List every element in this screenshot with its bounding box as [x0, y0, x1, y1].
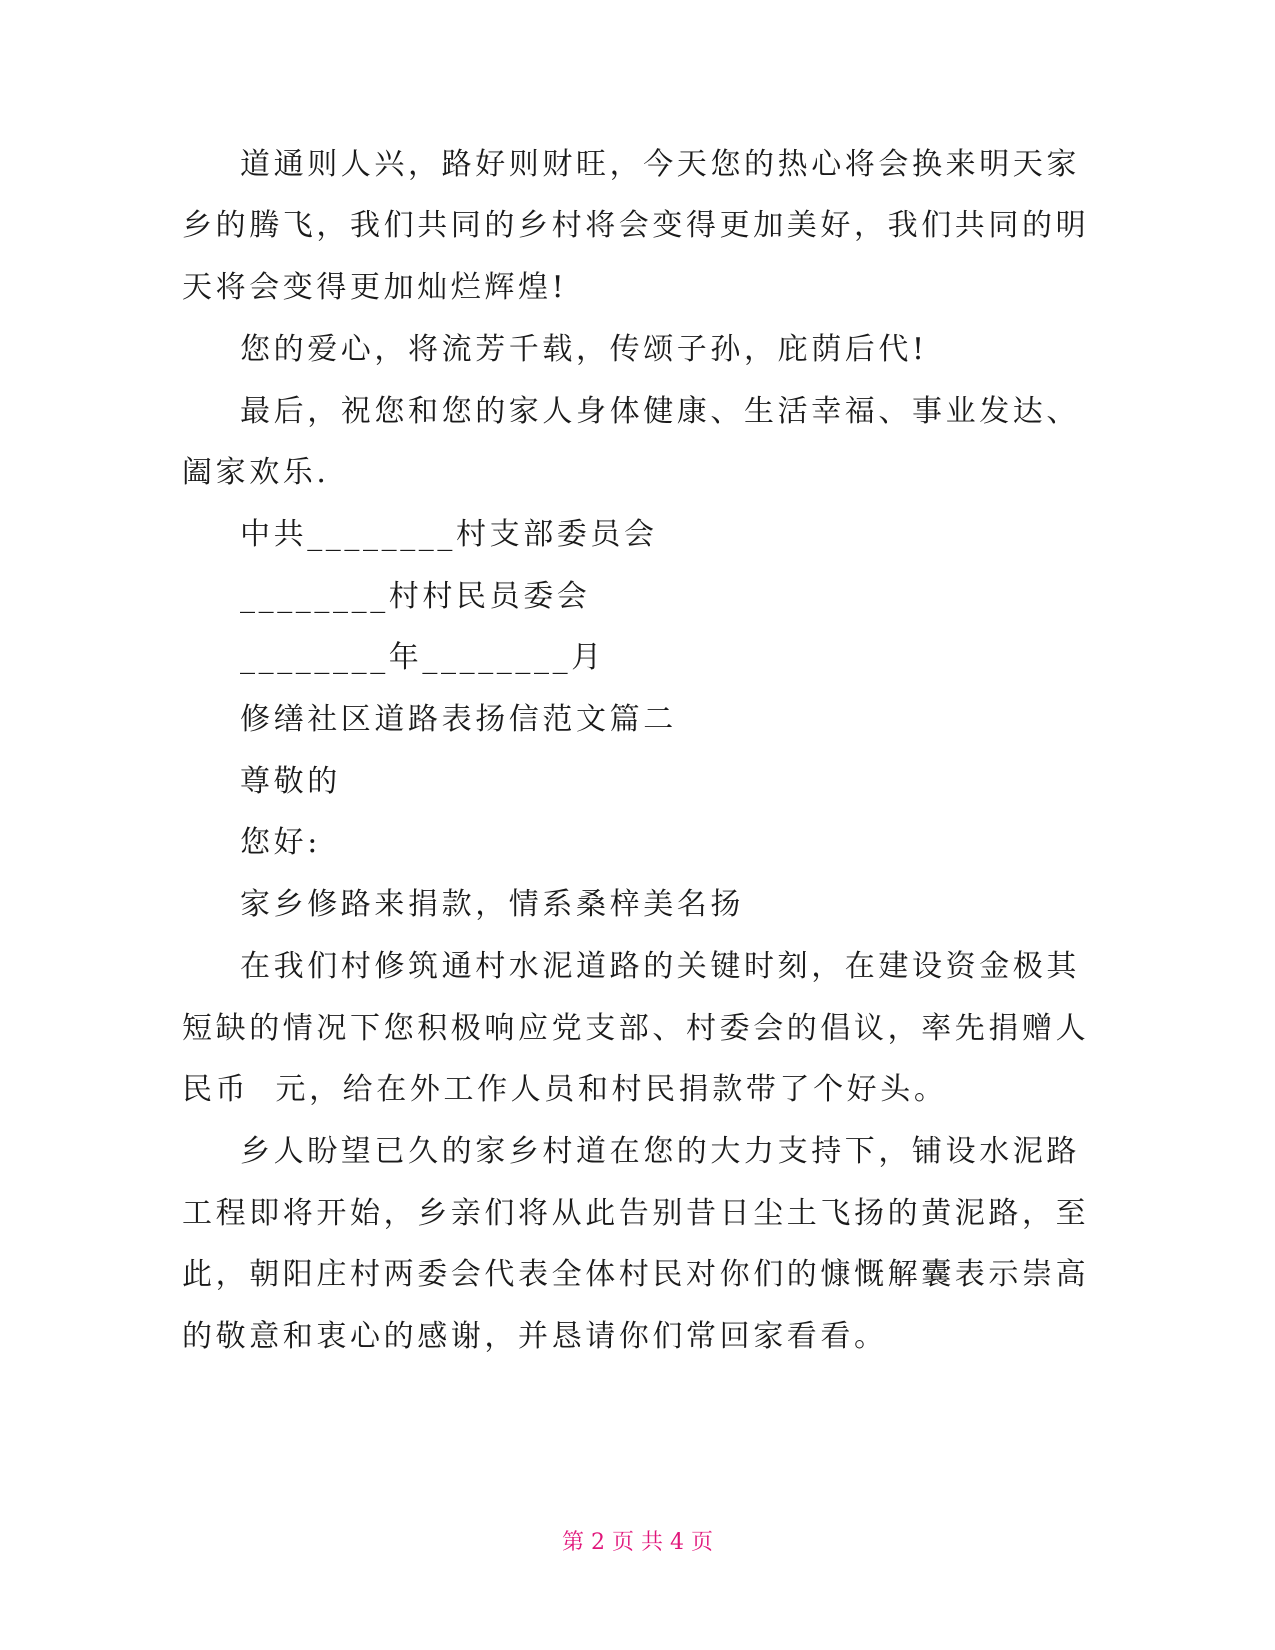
- salutation: 尊敬的: [240, 764, 341, 799]
- text-line: 最后，祝您和您的家人身体健康、生活幸福、事业发达、: [240, 394, 1080, 429]
- text-line: 阖家欢乐.: [182, 455, 330, 490]
- text-line: 工程即将开始，乡亲们将从此告别昔日尘土飞扬的黄泥路，至: [182, 1196, 1090, 1231]
- text-line: 您的爱心，将流芳千载，传颂子孙，庇荫后代!: [240, 332, 928, 367]
- text-line: 乡的腾飞，我们共同的乡村将会变得更加美好，我们共同的明: [182, 208, 1090, 243]
- page-number-footer: 第 2 页 共 4 页: [562, 1530, 713, 1555]
- text-line: 天将会变得更加灿烂辉煌!: [182, 270, 568, 305]
- text-line: 民币 元，给在外工作人员和村民捐款带了个好头。: [182, 1072, 948, 1107]
- signature-line-villagers-committee: ________村村民员委会: [240, 579, 591, 614]
- signature-line-party-committee: 中共________村支部委员会: [240, 517, 658, 552]
- section-heading: 修缮社区道路表扬信范文篇二: [240, 702, 677, 737]
- text-line: 道通则人兴，路好则财旺，今天您的热心将会换来明天家: [240, 147, 1080, 182]
- signature-date-line: ________年________月: [240, 640, 605, 675]
- text-line: 乡人盼望已久的家乡村道在您的大力支持下，铺设水泥路: [240, 1134, 1080, 1169]
- text-line: 在我们村修筑通村水泥道路的关键时刻，在建设资金极其: [240, 949, 1080, 984]
- text-line: 此，朝阳庄村两委会代表全体村民对你们的慷慨解囊表示崇高: [182, 1257, 1090, 1292]
- greeting: 您好:: [240, 825, 321, 860]
- letter-title: 家乡修路来捐款，情系桑梓美名扬: [240, 887, 744, 922]
- text-line: 短缺的情况下您积极响应党支部、村委会的倡议，率先捐赠人: [182, 1011, 1090, 1046]
- text-line: 的敬意和衷心的感谢，并恳请你们常回家看看。: [182, 1319, 888, 1354]
